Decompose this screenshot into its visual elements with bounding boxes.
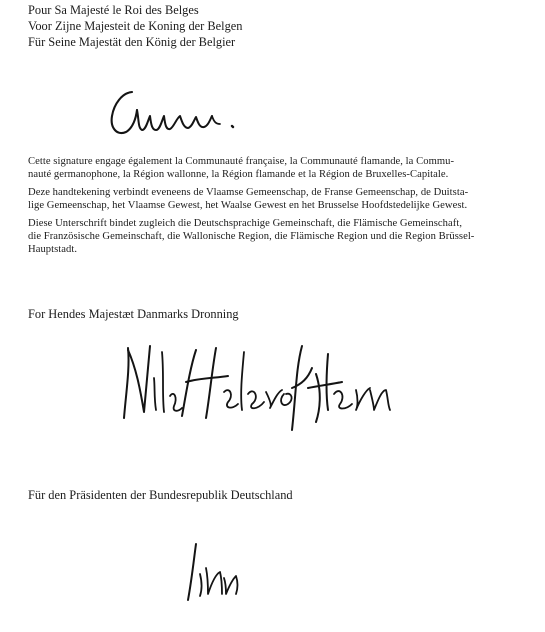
belgium-signature: [108, 86, 248, 146]
statement-fr-line-1: Cette signature engage également la Communauté française, la Communauté flamande, la Commu-: [28, 156, 455, 167]
statement-de-line-3: Hauptstadt.: [28, 244, 78, 255]
belgium-statement-de: [28, 217, 540, 256]
belgium-header-nl: Voor Zijne Majesteit de Koning der Belgen: [28, 19, 243, 33]
belgium-header-de: Für Seine Majestät den König der Belgier: [28, 35, 236, 49]
germany-signature: [178, 538, 248, 608]
statement-de-line-1: Diese Unterschrift bindet zugleich die Deutschsprachige Gemeinschaft, die Flämische Gemeinschaft,: [28, 218, 463, 229]
statement-nl-line-1: Deze handtekening verbindt eveneens de Vlaamse Gemeenschap, de Franse Gemeenschap, de Duitsta-: [28, 187, 469, 198]
belgium-header-fr: Pour Sa Majesté le Roi des Belges: [28, 3, 199, 17]
statement-nl-line-2: lige Gemeenschap, het Vlaamse Gewest, het Waalse Gewest en het Brusselse Hoofdstedelijke Gewest.: [28, 200, 468, 211]
belgium-statement-nl: [28, 186, 540, 212]
statement-fr-line-2: nauté germanophone, la Région wallonne, la Région flamande et la Région de Bruxelles-Capitale.: [28, 169, 449, 180]
belgium-statement-fr: [28, 155, 540, 181]
germany-header: Für den Präsidenten der Bundesrepublik Deutschland: [28, 488, 293, 502]
denmark-header: For Hendes Majestæt Danmarks Dronning: [28, 307, 239, 321]
statement-de-line-2: die Französische Gemeinschaft, die Wallonische Region, die Flämische Region und die Region Brüssel-: [28, 231, 475, 242]
denmark-signature: [120, 338, 410, 438]
